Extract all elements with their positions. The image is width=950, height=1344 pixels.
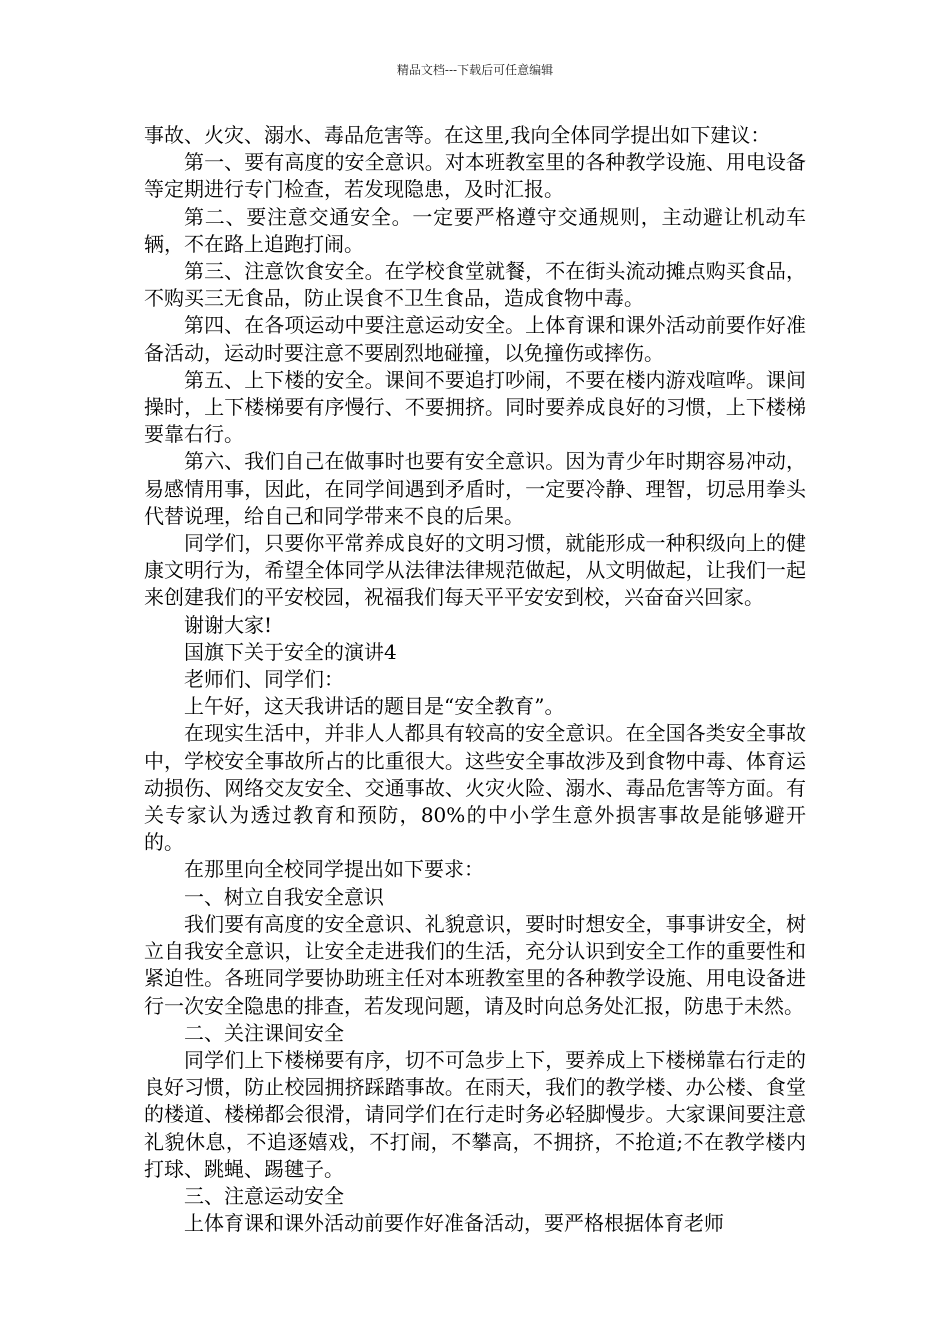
document-body: [144, 122, 806, 1237]
paragraph: 第四、在各项运动中要注意运动安全。上体育课和课外活动前要作好准备活动，运动时要注意不要剧烈地碰撞，以免撞伤或摔伤。: [144, 313, 806, 365]
page-header: 精品文档---下载后可任意编辑: [396, 63, 554, 77]
subheading: 三、注意运动安全: [184, 1183, 344, 1208]
salutation: 老师们、同学们：: [184, 667, 344, 692]
subheading: 一、树立自我安全意识: [184, 884, 384, 909]
paragraph: 上午好，这天我讲话的题目是“安全教育”。: [184, 694, 565, 719]
paragraph: 事故、火灾、溺水、毒品危害等。在这里,我向全体同学提出如下建议：: [144, 123, 771, 147]
paragraph: 第六、我们自己在做事时也要有安全意识。因为青少年时期容易冲动，易感情用事，因此，在同学间遇到矛盾时，一定要冷静、理智，切忌用拳头代替说理，给自己和同学带来不良的后果。: [144, 449, 806, 528]
paragraph: 第五、上下楼的安全。课间不要追打吵闹，不要在楼内游戏喧哗。课间操时，上下楼梯要有序慢行、不要拥挤。同时要养成良好的习惯，上下楼梯要靠右行。: [144, 367, 806, 447]
paragraph: 我们要有高度的安全意识、礼貌意识，要时时想安全，事事讲安全，树立自我安全意识，让安全走进我们的生活，充分认识到安全工作的重要性和紧迫性。各班同学要协助班主任对本班教室里的各种教学设施、用电设备进行一次安全隐患的排查，若发现问题，请及时向总务处汇报，防患于未然。: [144, 911, 806, 1018]
paragraph: 同学们上下楼梯要有序，切不可急步上下，要养成上下楼梯靠右行走的良好习惯，防止校园拥挤踩踏事故。在雨天，我们的教学楼、办公楼、食堂的楼道、楼梯都会很滑，请同学们在行走时务必轻脚慢步。大家课间要注意礼貌休息，不追逐嬉戏，不打闹，不攀高，不拥挤，不抢道;不在教学楼内打球、跳蝇、踢毽子。: [144, 1047, 806, 1181]
paragraph: 在那里向全校同学提出如下要求：: [184, 857, 484, 882]
paragraph: 第二、要注意交通安全。一定要严格遵守交通规则，主动避让机动车辆，不在路上追跑打闹。: [144, 204, 806, 256]
paragraph: 在现实生活中，并非人人都具有较高的安全意识。在全国各类安全事故中，学校安全事故所占的比重很大。这些安全事故涉及到食物中毒、体育运动损伤、网络交友安全、交通事故、火灾火险、溺水、毒品危害等方面。有关专家认为透过教育和预防，80%的中小学生意外损害事故是能够避开的。: [144, 721, 806, 855]
section-title: 国旗下关于安全的演讲4: [184, 639, 397, 664]
paragraph: 第一、要有高度的安全意识。对本班教室里的各种教学设施、用电设备等定期进行专门检查，若发现隐患，及时汇报。: [144, 150, 806, 202]
closing-line: 谢谢大家!: [184, 612, 273, 637]
paragraph: 第三、注意饮食安全。在学校食堂就餐，不在街头流动摊点购买食品，不购买三无食品，防止误食不卫生食品，造成食物中毒。: [144, 259, 806, 311]
subheading: 二、关注课间安全: [184, 1020, 344, 1045]
paragraph: 上体育课和课外活动前要作好准备活动，要严格根据体育老师: [184, 1211, 724, 1236]
paragraph: 同学们，只要你平常养成良好的文明习惯，就能形成一种积级向上的健康文明行为，希望全体同学从法律法律规范做起，从文明做起，让我们一起来创建我们的平安校园，祝福我们每天平平安安到校，兴奋奋兴回家。: [144, 531, 806, 610]
